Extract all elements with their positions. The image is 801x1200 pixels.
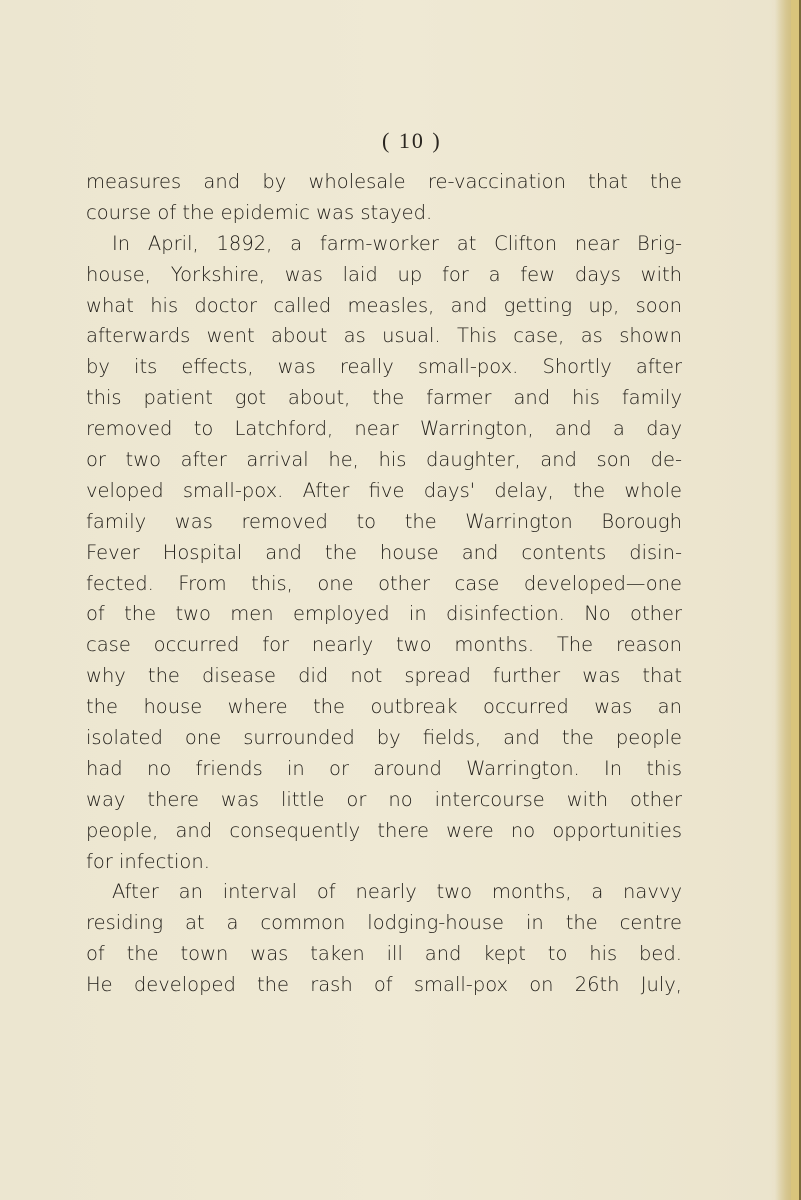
text-line: had no friends in or around Warrington. In this (86, 756, 682, 780)
text-line: of the two men employed in disinfection. No other (86, 602, 682, 626)
text-line: the house where the outbreak occurred was an (86, 695, 682, 719)
text-line: what his doctor called measles, and getting up, soon (86, 293, 682, 317)
text-line: Fever Hospital and the house and contents disin- (86, 540, 682, 564)
text-line: by its effects, was really small-pox. Shortly after (86, 355, 682, 379)
text-line: house, Yorkshire, was laid up for a few days with (86, 262, 682, 286)
text-line: case occurred for nearly two months. The reason (86, 633, 682, 657)
page-edge-strip (791, 0, 799, 1200)
body-text (86, 167, 682, 1001)
text-line: for infection. (86, 849, 210, 873)
text-line: residing at a common lodging-house in the centre (86, 911, 682, 935)
text-line: removed to Latchford, near Warrington, and a day (86, 417, 682, 441)
text-line: people, and consequently there were no opportunities (86, 818, 682, 842)
text-line: veloped small-pox. After five days' delay, the whole (86, 478, 682, 502)
text-line: He developed the rash of small-pox on 26th July, (86, 973, 682, 997)
text-line: or two after arrival he, his daughter, and son de- (86, 448, 682, 472)
text-line: isolated one surrounded by fields, and the people (86, 726, 682, 750)
text-line: fected. From this, one other case developed—one (86, 571, 682, 595)
text-line: why the disease did not spread further was that (86, 664, 682, 688)
text-line: way there was little or no intercourse with other (86, 787, 682, 811)
text-line: In April, 1892, a farm-worker at Clifton near Brig- (112, 231, 682, 255)
text-line: this patient got about, the farmer and his family (86, 386, 682, 410)
text-line: measures and by wholesale re-vaccination that the (86, 170, 682, 193)
text-line: of the town was taken ill and kept to his bed. (86, 942, 682, 966)
text-line: family was removed to the Warrington Borough (86, 509, 682, 533)
text-line: After an interval of nearly two months, a navvy (112, 880, 682, 904)
text-line: course of the epidemic was stayed. (86, 200, 433, 224)
text-line: afterwards went about as usual. This case, as shown (86, 324, 682, 348)
page-number: ( 10 ) (382, 128, 442, 153)
